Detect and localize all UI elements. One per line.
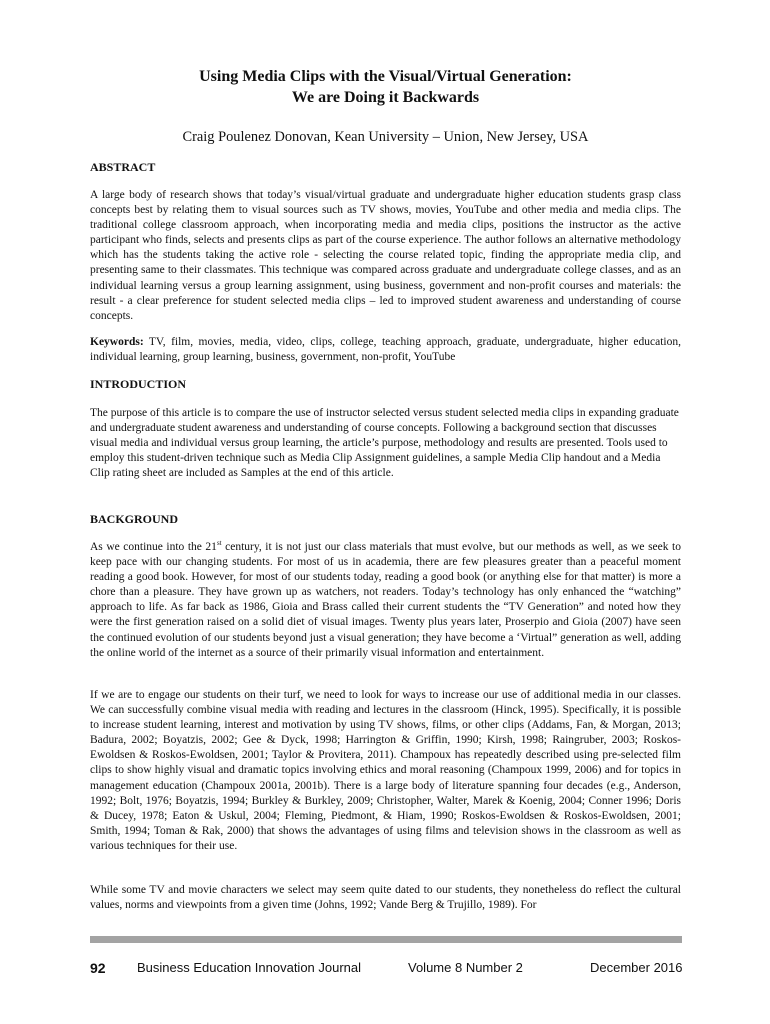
keywords-text: TV, film, movies, media, video, clips, college, teaching approach, graduate, undergraduate, higher education, individual learning, group learning, business, government, non-profit, YouTube xyxy=(90,336,681,364)
title-line-2: We are Doing it Backwards xyxy=(291,89,480,106)
footer-rule xyxy=(90,936,682,943)
page-number: 92 xyxy=(90,960,106,976)
paper-title xyxy=(90,66,681,108)
introduction-heading: INTRODUCTION xyxy=(90,377,187,391)
background-paragraph-1 xyxy=(90,540,681,661)
keywords-label: Keywords: xyxy=(90,336,144,348)
background-heading: BACKGROUND xyxy=(90,512,179,526)
introduction-text: The purpose of this article is to compare the use of instructor selected versus student selected media clips in expanding graduate and undergraduate student awareness and understanding of course concepts. Following a background section that discusses visual media and individual versus group learning, the article’s purpose, methodology and results are presented. Tools used to employ this student-driven technique such as Media Clip Assignment guidelines, a sample Media Clip handout and a Media Clip rating sheet are included as Samples at the end of this article. xyxy=(90,407,679,480)
abstract-heading: ABSTRACT xyxy=(90,160,156,174)
background-paragraph-2: If we are to engage our students on their turf, we need to look for ways to increase our use of additional media in our classes. We can successfully combine visual media with reading and lectures in the classroom (Hinck, 1995). Specifically, it is possible to increase student learning, interest and motivation by using TV shows, films, or other clips (Addams, Fan, & Morgan, 2013; Badura, 2002; Boyatzis, 2002; Gee & Dyck, 1998; Harrington & Griffin, 1990; Kirsh, 1998; Raingruber, 2003; Roskos-Ewoldsen & Roskos-Ewoldsen, 2001; Taylor & Provitera, 2011). Champoux has repeatedly described using pre-selected film clips to show highly visual and dramatic topics involving ethics and moral reasoning (Champoux 1999, 2006) and for topics in management education (Champoux 2001a, 2001b). There is a large body of literature spanning four decades (e.g., Anderson, 1992; Bolt, 1976; Boyatzis, 1994; Burkley & Burkley, 2009; Christopher, Walter, Marek & Koenig, 2004; Conner 1996; Doris & Ducey, 1978; Eaton & Uskul, 2004; Fleming, Piedmont, & Hiam, 1990; Roskos-Ewoldsen & Roskos-Ewoldsen, 2001; Smith, 1994; Toman & Rak, 2000) that shows the advantages of using films and television shows in the classroom as well as various techniques for their use. xyxy=(90,689,681,852)
bg-p1-rest: century, it is not just our class materials that must evolve, but our methods as well, as we seek to keep pace with our changing students. For most of us in academia, there are few pleasures greater than a peaceful moment reading a good book. However, for most of our students today, reading a good book (or anything else for that matter) is more a chore than a pleasure. They have grown up as watchers, not readers. Today’s technology has only enhanced the “watching” approach to life. As far back as 1986, Gioia and Brass called their current students the “TV Generation” and noted how they were the first generation raised on a solid diet of visual images. Twenty plus years later, Proserpio and Gioia (2007) have seen the continued evolution of our students beyond just a visual generation; they have become a ‘Virtual” generation as well, adding the online world of the internet as a source of their primarily visual information and entertainment. xyxy=(90,541,681,659)
issue-date: December 2016 xyxy=(590,960,683,975)
bg-p1-start: As we continue into the 21 xyxy=(90,541,217,553)
journal-name: Business Education Innovation Journal xyxy=(137,960,362,975)
ordinal-superscript: st xyxy=(216,539,222,547)
author-affiliation: Craig Poulenez Donovan, Kean University – Union, New Jersey, USA xyxy=(182,129,589,145)
title-line-1: Using Media Clips with the Visual/Virtual Generation: xyxy=(199,68,572,85)
abstract-text: A large body of research shows that today’s visual/virtual graduate and undergraduate higher education students grasp class concepts best by relating them to visual sources such as TV shows, movies, YouTube and other media and media clips. The traditional college classroom approach, when incorporating media and media clips, positions the instructor as the active participant who finds, selects and presents clips as part of the course experience. The author follows an alternative methodology which has the students taking the active role - selecting the course related topic, finding the appropriate media clip, and presenting same to their classmates. This technique was compared across graduate and undergraduate college classes, and as an individual learning versus a group learning assignment, using business, government and non-profit courses and materials: the result - a clear preference for student selected media clips – led to improved student awareness and understanding of course concepts. xyxy=(90,189,681,322)
background-paragraph-3: While some TV and movie characters we select may seem quite dated to our students, they nonetheless do reflect the cultural values, norms and viewpoints from a given time (Johns, 1992; Vande Berg & Trujillo, 1989). For xyxy=(90,884,681,912)
volume-number: Volume 8 Number 2 xyxy=(408,960,523,975)
keywords-paragraph xyxy=(90,335,681,365)
